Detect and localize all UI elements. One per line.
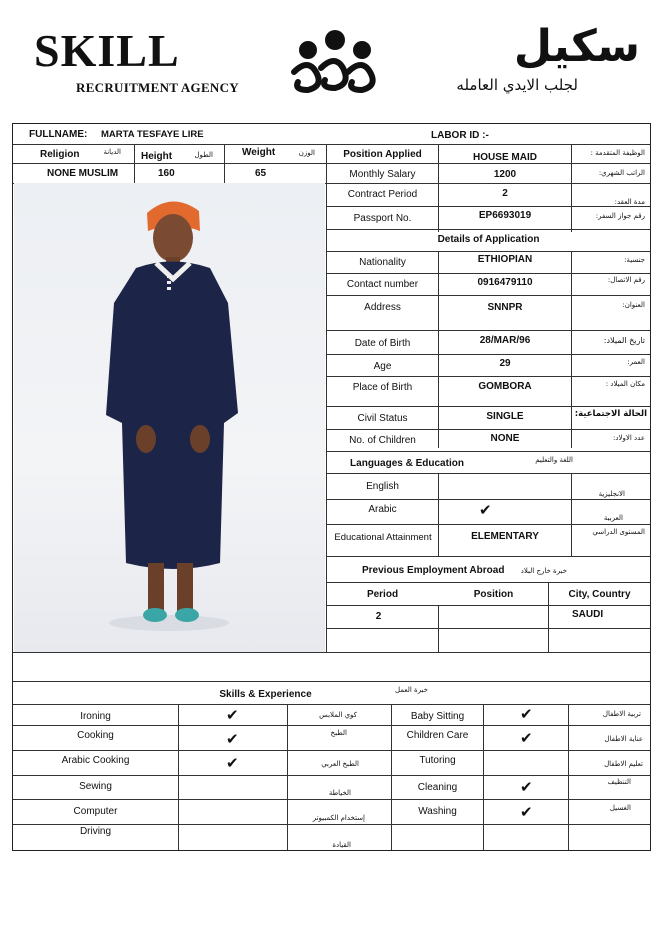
passport-no-ar: رقم جواز السفر:	[595, 212, 645, 220]
fullname-value: MARTA TESFAYE LIRE	[101, 129, 204, 140]
skills-title: Skills & Experience	[219, 689, 312, 700]
skill-children-care-ar: عناية الاطفال	[604, 735, 643, 743]
nationality-value: ETHIOPIAN	[477, 254, 533, 265]
employment-col-position: Position	[473, 589, 514, 600]
date-of-birth-value: 28/MAR/96	[479, 335, 531, 346]
no-of-children-value: NONE	[490, 433, 520, 444]
details-title: Details of Application	[437, 234, 540, 245]
weight-label: Weight	[242, 147, 276, 158]
position-applied-value: HOUSE MAID	[473, 152, 537, 163]
brand-tagline-en: RECRUITMENT AGENCY	[76, 80, 239, 95]
skill-baby-sitting-label: Baby Sitting	[410, 711, 465, 722]
educational-attainment-ar: المستوى الدراسي	[592, 528, 645, 536]
contact-number-ar: رقم الاتصال:	[607, 276, 645, 284]
skills-title-ar: خبرة العمل	[395, 686, 428, 694]
skill-arabic-cooking-check-icon: ✔	[226, 754, 239, 772]
contract-period-value: 2	[502, 188, 508, 199]
brand-name-ar: سكيل	[513, 21, 640, 72]
age-ar: العمر:	[627, 358, 645, 366]
skill-driving-label: Driving	[79, 826, 112, 837]
english-ar: الانجليزية	[598, 490, 625, 498]
educational-attainment-value: ELEMENTARY	[471, 531, 539, 542]
contact-number-label: Contact number	[346, 279, 419, 290]
age-label: Age	[373, 361, 392, 372]
skill-children-care-label: Children Care	[406, 730, 469, 741]
employment-row-country: SAUDI	[572, 609, 604, 620]
weight-value: 65	[255, 168, 267, 179]
skill-driving-ar: القيادة	[332, 841, 351, 849]
skill-tutoring-ar: تعليم الاطفال	[604, 760, 643, 768]
position-applied-ar: الوظيفة المتقدمة :	[590, 149, 645, 157]
arabic-check-icon: ✔	[479, 501, 492, 519]
place-of-birth-value: GOMBORA	[478, 381, 532, 392]
skill-cleaning-check-icon: ✔	[520, 778, 533, 796]
fullname-label: FULLNAME:	[29, 129, 88, 140]
address-value: SNNPR	[487, 302, 523, 313]
skill-ironing-check-icon: ✔	[226, 706, 239, 724]
skill-computer-ar: إستخدام الكمبيوتر	[312, 814, 365, 822]
skill-cleaning-label: Cleaning	[417, 782, 458, 793]
religion-value: NONE MUSLIM	[47, 168, 119, 179]
employment-col-country: City, Country	[568, 589, 631, 600]
civil-status-label: Civil Status	[357, 413, 408, 424]
nationality-label: Nationality	[359, 257, 406, 268]
english-label: English	[366, 481, 399, 492]
applicant-photo	[14, 183, 325, 652]
skill-ironing-label: Ironing	[80, 711, 111, 722]
passport-no-value: EP6693019	[478, 210, 532, 221]
skill-children-care-check-icon: ✔	[520, 729, 533, 747]
religion-label: Religion	[40, 149, 80, 160]
place-of-birth-ar: مكان الميلاد :	[605, 380, 645, 388]
date-of-birth-ar: تاريخ الميلاد:	[603, 336, 645, 345]
people-logo-icon	[286, 28, 384, 98]
application-form	[12, 123, 651, 851]
skill-arabic-cooking-label: Arabic Cooking	[61, 755, 130, 766]
educational-attainment-label: Educational Attainment	[334, 532, 432, 543]
height-value: 160	[158, 168, 175, 179]
skill-computer-label: Computer	[73, 806, 118, 817]
languages-title: Languages & Education	[350, 458, 464, 469]
no-of-children-label: No. of Children	[349, 435, 416, 446]
skill-cooking-label: Cooking	[77, 730, 114, 741]
employment-col-period: Period	[366, 589, 399, 600]
no-of-children-ar: عدد الاولاد:	[613, 434, 645, 442]
contract-period-ar: مدة العقد:	[614, 198, 645, 206]
contact-number-value: 0916479110	[477, 277, 533, 288]
position-applied-label: Position Applied	[343, 149, 422, 160]
employment-title-ar: خبرة خارج البلاد	[520, 567, 567, 575]
civil-status-ar: الحالة الاجتماعية:	[574, 409, 647, 419]
arabic-ar: العربية	[603, 514, 623, 522]
labor-id-label: LABOR ID :-	[431, 130, 489, 141]
skill-cooking-ar: الطبخ	[330, 729, 347, 737]
employment-title: Previous Employment Abroad	[362, 565, 505, 576]
height-label: Height	[141, 151, 173, 162]
height-label-ar: الطول	[194, 151, 213, 159]
brand-logo-ar	[420, 20, 640, 94]
contract-period-label: Contract Period	[347, 189, 418, 200]
monthly-salary-value: 1200	[493, 169, 517, 180]
weight-label-ar: الوزن	[298, 149, 315, 157]
skill-baby-sitting-ar: تربية الاطفال	[602, 710, 641, 718]
skill-arabic-cooking-ar: الطبخ العربي	[321, 760, 359, 768]
letterhead	[0, 0, 660, 120]
date-of-birth-label: Date of Birth	[354, 338, 411, 349]
skill-washing-check-icon: ✔	[520, 803, 533, 821]
nationality-ar: جنسية:	[624, 256, 645, 264]
languages-title-ar: اللغة والتعليم	[535, 456, 573, 464]
skill-baby-sitting-check-icon: ✔	[520, 705, 533, 723]
skill-tutoring-label: Tutoring	[419, 755, 456, 766]
monthly-salary-ar: الراتب الشهري:	[598, 169, 645, 177]
address-ar: العنوان:	[622, 301, 645, 309]
address-label: Address	[364, 302, 401, 313]
skill-sewing-ar: الخياطة	[328, 789, 351, 797]
applicant-figure	[14, 183, 325, 652]
brand-name-en: SKILL	[34, 25, 180, 76]
brand-tagline-ar: لجلب الايدي العامله	[456, 76, 578, 94]
monthly-salary-label: Monthly Salary	[349, 169, 416, 180]
skill-ironing-ar: كوي الملابس	[319, 711, 357, 719]
employment-row-period: 2	[375, 611, 382, 622]
skill-cleaning-ar: التنظيف	[607, 778, 631, 786]
civil-status-value: SINGLE	[486, 411, 524, 422]
age-value: 29	[499, 358, 511, 369]
arabic-label: Arabic	[368, 504, 397, 515]
skill-washing-ar: الغسيل	[609, 804, 631, 812]
passport-no-label: Passport No.	[353, 213, 412, 224]
place-of-birth-label: Place of Birth	[352, 382, 413, 393]
religion-label-ar: الديانة	[103, 148, 121, 156]
skill-washing-label: Washing	[418, 806, 457, 817]
brand-logo-en	[34, 25, 239, 96]
skill-sewing-label: Sewing	[79, 781, 112, 792]
skill-cooking-check-icon: ✔	[226, 730, 239, 748]
